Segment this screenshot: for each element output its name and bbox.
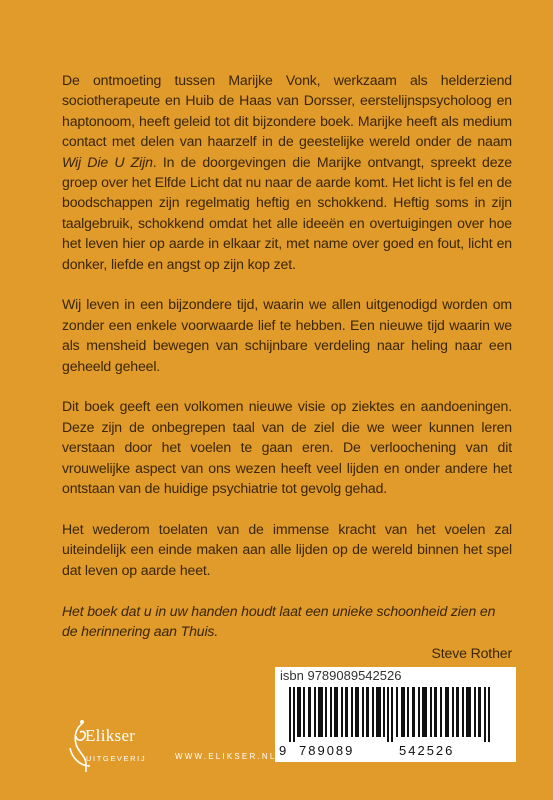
publisher-tagline: UITGEVERIJ [86,754,147,763]
blurb-text [62,70,512,684]
publisher-name: Elikser [85,726,136,745]
intro-title-emphasis: Wij Die U Zijn [62,153,153,170]
intro-part-2: . In de doorgevingen die Marijke ontvangt, spreekt deze groep over het Elfde Licht dat nu naar de aarde komt. Het licht is fel en de boodschappen zijn regelmatig heftig en schokkend. Heftig soms in zijn taalgebruik, schokkend omdat het alle ideeën en overtuigingen over hoe het leven hier op aarde in elkaar zit, met name over goed en fout, licht en donker, liefde en angst op zijn kop zet. [62,153,512,272]
signature: Steve Rother [431,645,512,662]
paragraph-2: Wij leven in een bijzondere tijd, waarin we allen uitgenodigd worden om zonder een enkele voorwaarde lief te hebben. Een nieuwe tijd waarin we als mensheid bewegen van schijnbare verdeling naar heling naar een geheeld geheel. [62,296,512,374]
barcode-digits-left: 789089 [299,743,355,758]
barcode-digits-right: 542526 [399,743,455,758]
barcode-digits [275,742,516,762]
isbn-label: isbn 9789089542526 [275,667,516,685]
publisher-website: WWW.ELIKSER.NL [175,752,277,761]
barcode-bars [275,685,516,743]
paragraph-3: Dit boek geeft een volkomen nieuwe visie op ziektes en aandoeningen. Deze zijn de onbegrepen taal van de ziel die we weer kunnen leren verstaan door het voelen te gaan eren. De verloochening van dit vrouwelijke aspect van ons wezen heeft veel lijden en onder andere het ontstaan van de huidige psychiatrie tot gevolg gehad. [62,398,512,497]
paragraph-4: Het wederom toelaten van de immense kracht van het voelen zal uiteindelijk een einde maken aan alle lijden op de wereld binnen het spel dat leven op aarde heet. [62,520,512,578]
paragraph-intro [62,70,512,274]
quote: Het boek dat u in uw handen houdt laat een unieke schoonheid zien en de herinnering aan Thuis. [62,602,496,639]
intro-part-1: De ontmoeting tussen Marijke Vonk, werkzaam als helderziend sociotherapeute en Huib de Haas van Dorsser, eerstelijnspsycholoog en haptonoom, heeft geleid tot dit bijzondere boek. Marijke heeft als medium contact met delen van haarzelf in de geestelijke wereld onder de naam [62,72,512,150]
barcode-digit-first: 9 [279,743,289,758]
